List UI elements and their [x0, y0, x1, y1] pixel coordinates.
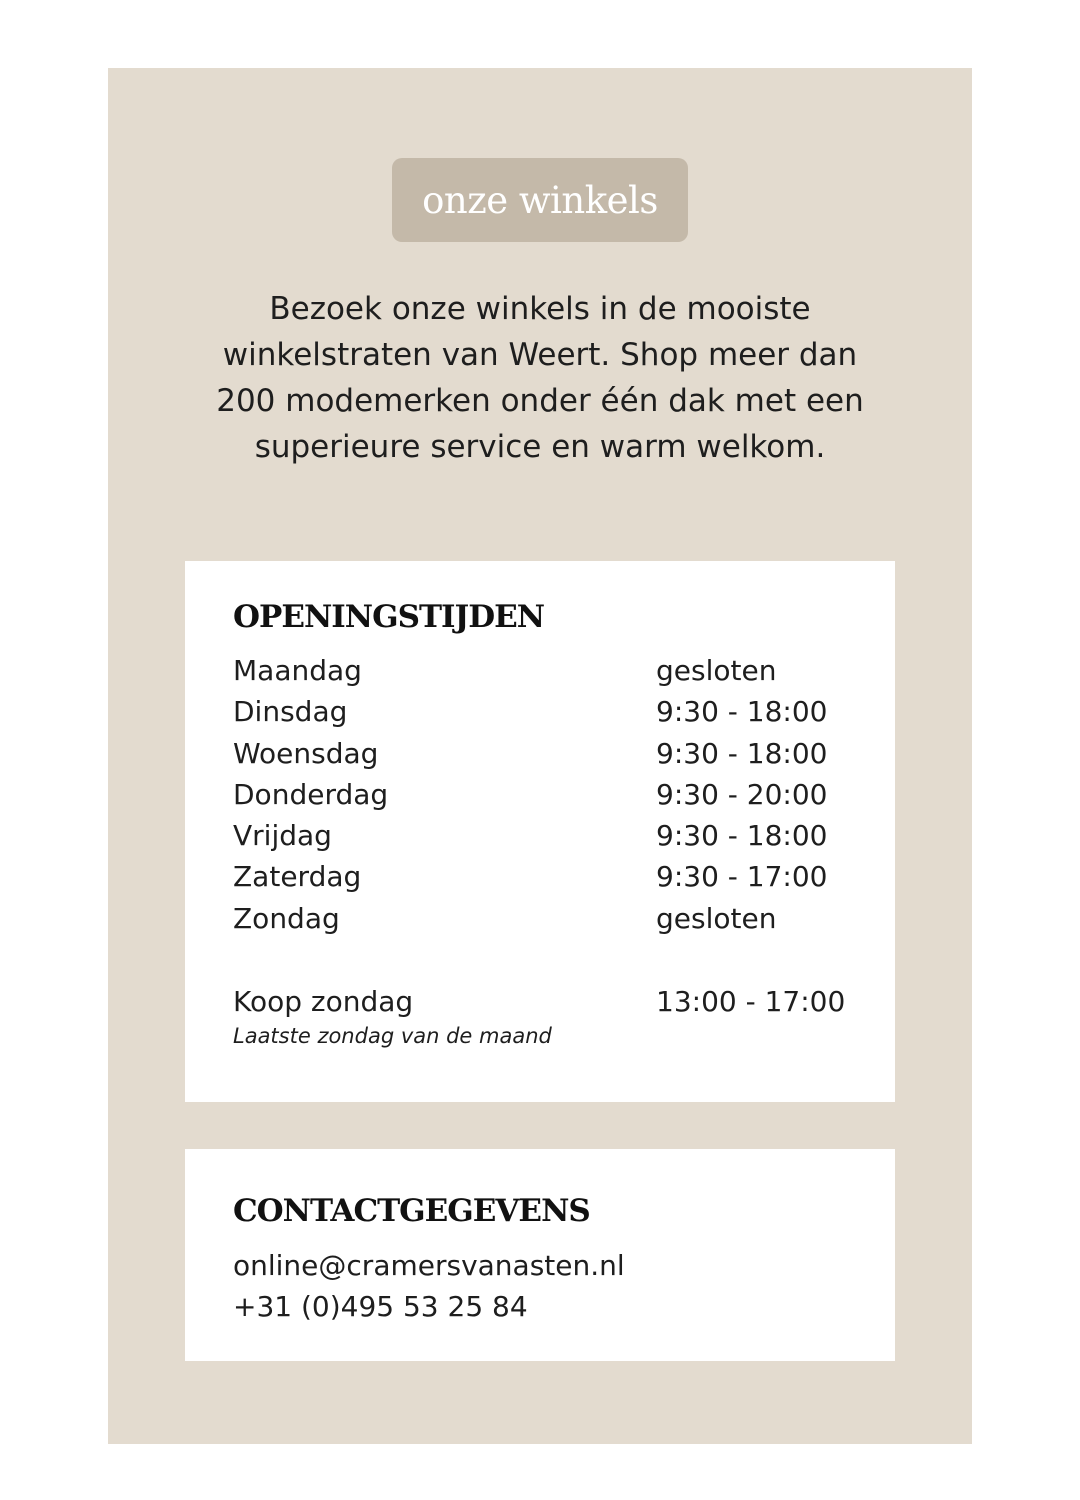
intro-line: Bezoek onze winkels in de mooiste	[269, 291, 811, 327]
koop-zondag-note: Laatste zondag van de maand	[233, 1024, 552, 1048]
email-link[interactable]: online@cramersvanasten.nl	[233, 1249, 625, 1282]
hours-row-woensdag	[233, 733, 873, 774]
time-value: 9:30 - 18:00	[656, 695, 828, 729]
day-label: Vrijdag	[233, 819, 332, 853]
time-value: 13:00 - 17:00	[656, 985, 846, 1018]
intro-line: 200 modemerken onder één dak met een	[216, 383, 864, 419]
day-label: Donderdag	[233, 777, 389, 811]
opening-hours-list	[233, 650, 873, 939]
time-value: 9:30 - 18:00	[656, 736, 828, 770]
phone-number[interactable]: +31 (0)495 53 25 84	[233, 1290, 528, 1323]
opening-hours-title: OPENINGSTIJDEN	[233, 599, 545, 635]
time-value: 9:30 - 20:00	[656, 777, 828, 811]
special-hours-row	[233, 981, 873, 1022]
day-label: Dinsdag	[233, 695, 348, 729]
badge-label: onze winkels	[422, 178, 658, 222]
hours-row-maandag	[233, 650, 873, 691]
intro-text	[140, 286, 940, 470]
intro-line: superieure service en warm welkom.	[254, 429, 826, 465]
onze-winkels-badge	[392, 158, 688, 242]
time-value: 9:30 - 17:00	[656, 860, 828, 894]
hours-row-donderdag	[233, 774, 873, 815]
day-label: Zondag	[233, 901, 340, 935]
contact-card	[185, 1149, 895, 1361]
day-label: Maandag	[233, 654, 362, 687]
koop-zondag-row	[233, 981, 873, 1022]
hours-row-vrijdag	[233, 815, 873, 856]
day-label: Zaterdag	[233, 860, 362, 894]
hours-row-dinsdag	[233, 691, 873, 732]
time-value: gesloten	[656, 654, 777, 687]
hours-row-zaterdag	[233, 856, 873, 897]
time-value: gesloten	[656, 901, 777, 935]
contact-details	[233, 1245, 625, 1327]
intro-line: winkelstraten van Weert. Shop meer dan	[222, 337, 858, 373]
hours-row-zondag	[233, 898, 873, 939]
day-label: Woensdag	[233, 736, 379, 770]
day-label: Koop zondag	[233, 985, 414, 1018]
contact-title: CONTACTGEGEVENS	[233, 1193, 590, 1229]
opening-hours-card	[185, 561, 895, 1102]
time-value: 9:30 - 18:00	[656, 819, 828, 853]
